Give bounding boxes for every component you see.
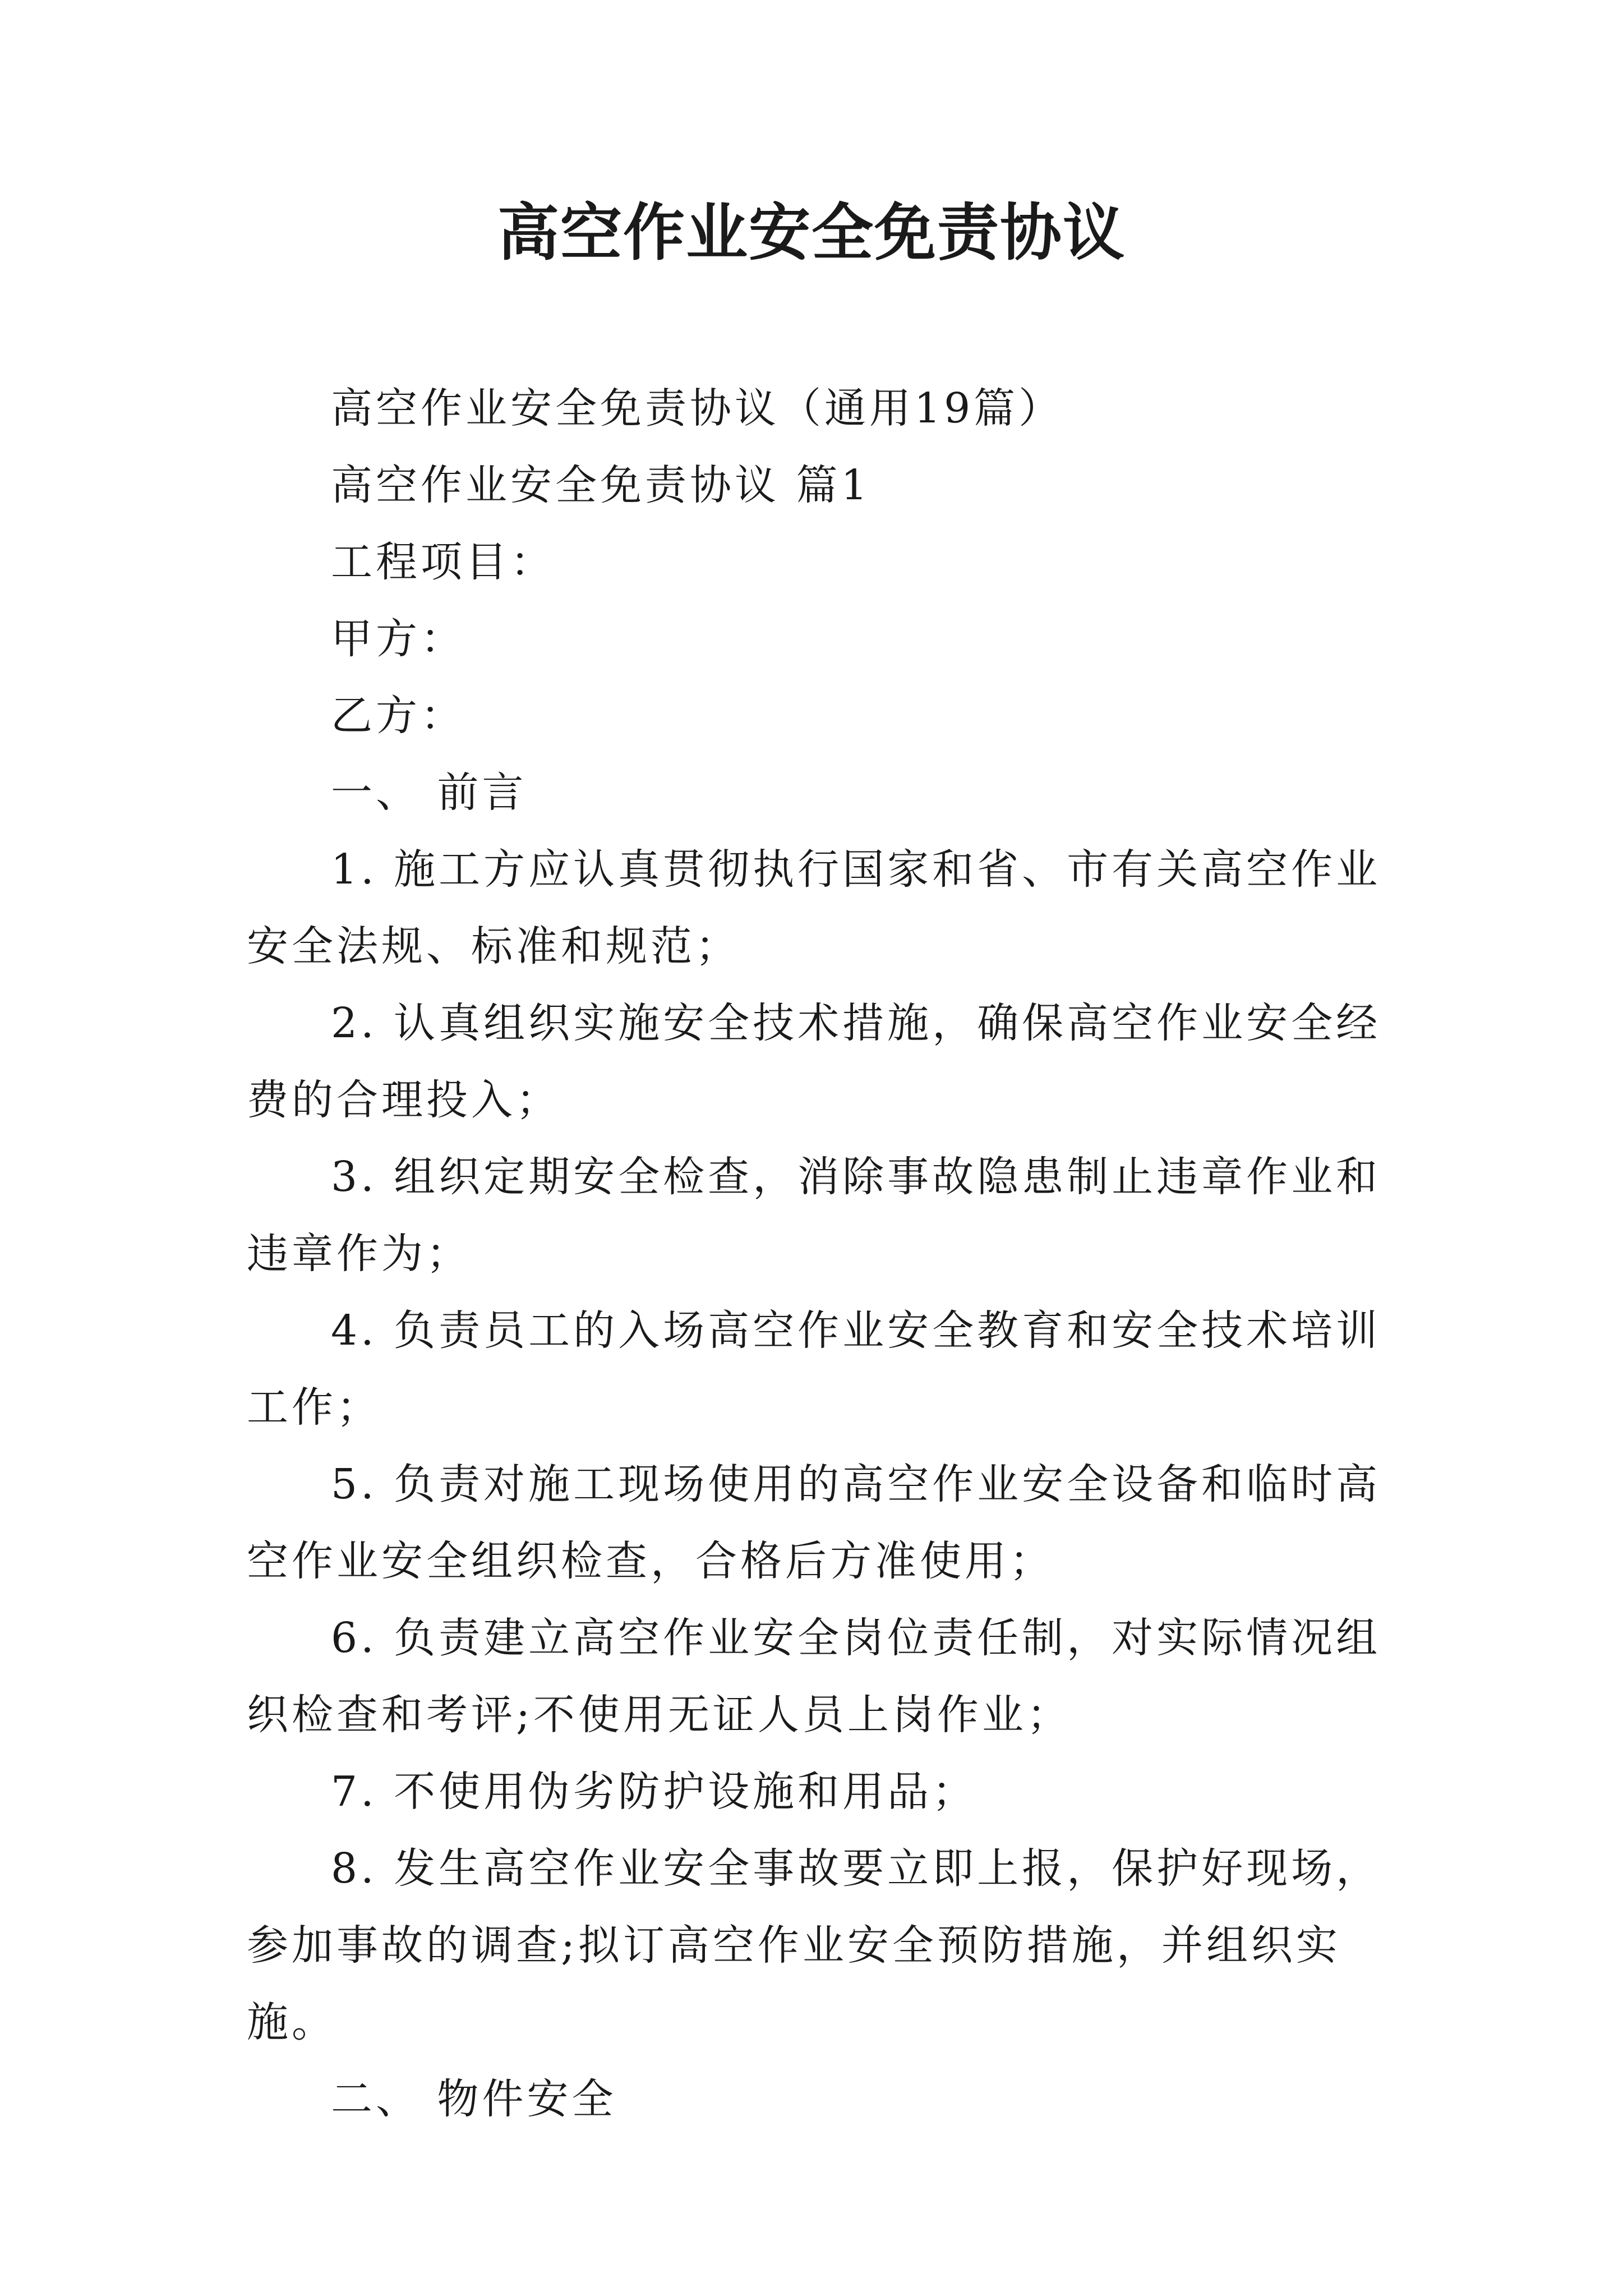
paragraph-party-a-field: 甲方： (331, 615, 465, 663)
paragraph-clause-2: 2. 认真组织实施安全技术措施，确保高空作业安全经费的合理投入； (247, 999, 1381, 1124)
paragraph-clause-1: 1. 施工方应认真贯彻执行国家和省、市有关高空作业安全法规、标准和规范； (247, 845, 1381, 970)
paragraph-heading-preface: 一、 前言 (331, 769, 527, 817)
document-title: 高空作业安全免责协议 (497, 196, 1126, 269)
document-body (247, 370, 1391, 2138)
paragraph-clause-8: 8. 发生高空作业安全事故要立即上报，保护好现场，参加事故的调查;拟订高空作业安全预防措施，并组织实施。 (247, 1844, 1381, 2046)
paragraph-project-field: 工程项目： (331, 538, 555, 586)
paragraph-clause-4: 4. 负责员工的入场高空作业安全教育和安全技术培训工作； (247, 1306, 1381, 1432)
paragraph-clause-3: 3. 组织定期安全检查，消除事故隐患制止违章作业和违章作为； (247, 1153, 1381, 1278)
paragraph-clause-5: 5. 负责对施工现场使用的高空作业安全设备和临时高空作业安全组织检查，合格后方准使用； (247, 1460, 1381, 1585)
paragraph-clause-6: 6. 负责建立高空作业安全岗位责任制，对实际情况组织检查和考评;不使用无证人员上岗作业； (247, 1614, 1381, 1739)
paragraph-subtitle: 高空作业安全免责协议（通用19篇） (331, 384, 1064, 432)
paragraph-heading-object-safety: 二、 物件安全 (331, 2075, 617, 2123)
paragraph-party-b-field: 乙方： (331, 692, 465, 740)
paragraph-section-heading: 高空作业安全免责协议 篇1 (331, 461, 871, 509)
paragraph-clause-7: 7. 不使用伪劣防护设施和用品； (331, 1768, 978, 1816)
